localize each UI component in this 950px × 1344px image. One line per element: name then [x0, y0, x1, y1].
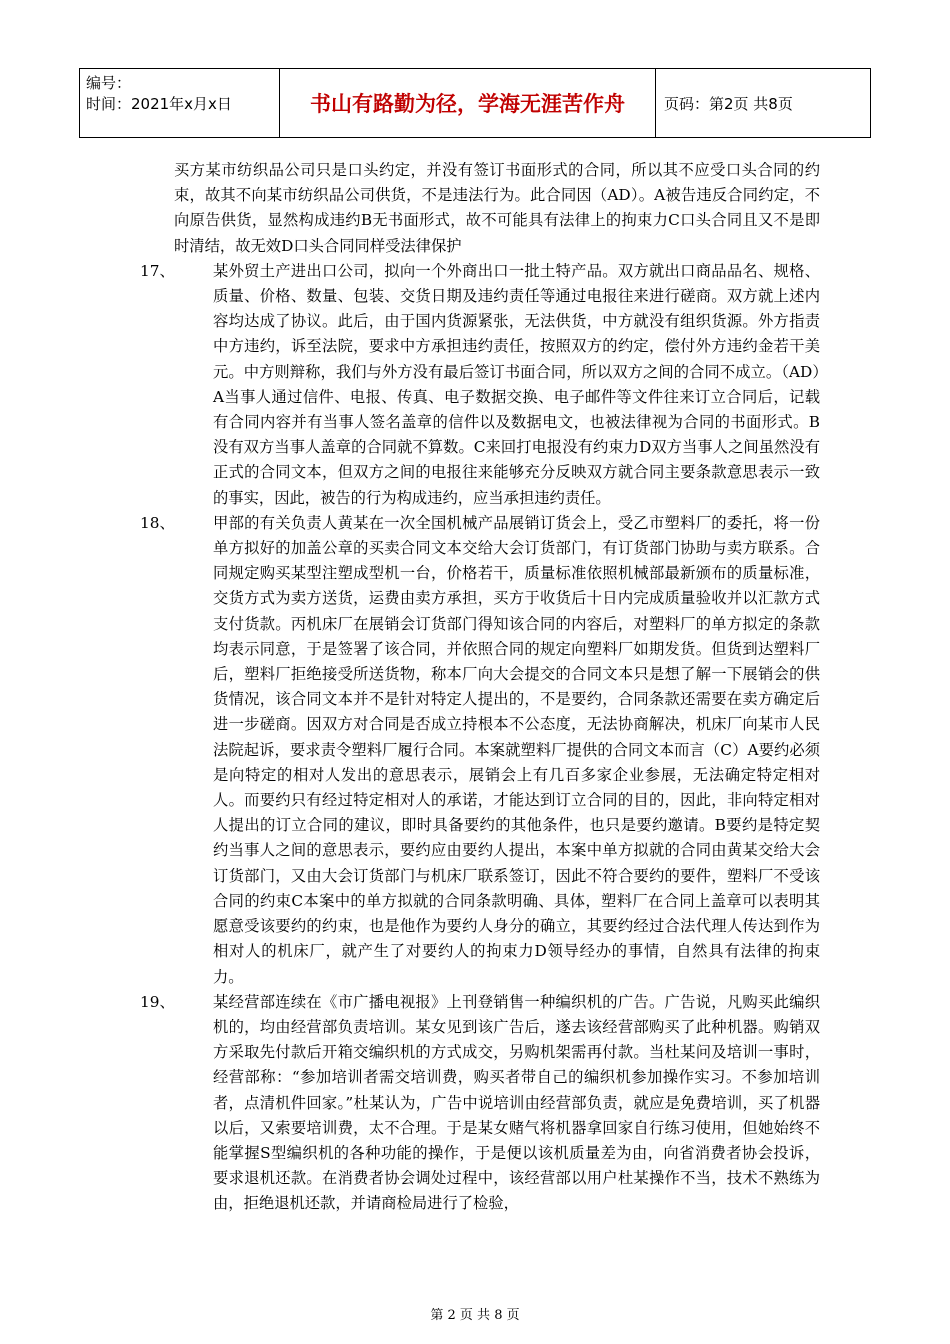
paragraph-continued	[140, 158, 820, 259]
footer-page-number: 第 2 页 共 8 页	[430, 1308, 520, 1323]
paragraph-text: 甲部的有关负责人黄某在一次全国机械产品展销订货会上，受乙市塑料厂的委托，将一份单方拟好的加盖公章的买卖合同文本交给大会订货部门，有订货部门协助与卖方联系。合同规定购买某型注塑成型机一台，价格若干，质量标准依照机械部最新颁布的质量标准，交货方式为卖方送货，运费由卖方承担，买方于收货后十日内完成质量验收并以汇款方式支付货款。丙机床厂在展销会订货部门得知该合同的内容后，对塑料厂的单方拟定的条款均表示同意，于是签署了该合同，并依照合同的规定向塑料厂如期发货。但货到达塑料厂后，塑料厂拒绝接受所送货物，称本厂向大会提交的合同文本只是想了解一下展销会的供货情况，该合同文本并不是针对特定人提出的，不是要约，合同条款还需要在卖方确定后进一步磋商。因双方对合同是否成立持根本不公态度，无法协商解决，机床厂向某市人民法院起诉，要求责令塑料厂履行合同。本案就塑料厂提供的合同文本而言（C）A要约必须是向特定的相对人发出的意思表示，展销会上有几百多家企业参展，无法确定特定相对人。而要约只有经过特定相对人的承诺，才能达到订立合同的目的，因此，非向特定相对人提出的订立合同的建议，即时具备要约的其他条件，也只是要约邀请。B要约是特定契约当事人之间的意思表示，要约应由要约人提出，本案中单方拟就的合同由黄某交给大会订货部门，又由大会订货部门与机床厂联系签订，因此不符合要约的要件，塑料厂不受该合同的约束C本案中的单方拟就的合同条款明确、具体，塑料厂在合同上盖章可以表明其愿意受该要约的约束，也是他作为要约人身分的确立，其要约经过合法代理人传达到作为相对人的机床厂，就产生了对要约人的拘束力D领导经办的事情，自然具有法律的拘束力。	[213, 513, 820, 986]
question-number: 17、	[140, 261, 175, 280]
question-number: 18、	[140, 513, 175, 532]
question-18	[140, 511, 820, 990]
question-19	[140, 990, 820, 1217]
paragraph-text: 某经营部连续在《市广播电视报》上刊登销售一种编织机的广告。广告说，凡购买此编织机的，均由经营部负责培训。某女见到该广告后，遂去该经营部购买了此种机器。购销双方采取先付款后开箱交编织机的方式成交，另购机架需再付款。当杜某问及培训一事时，经营部称：“参加培训者需交培训费，购买者带自己的编织机参加操作实习。不参加培训者，点清机件回家。”杜某认为，广告中说培训由经营部负责，就应是免费培训，买了机器以后，又索要培训费，太不合理。于是某女赌气将机器拿回家自行练习使用，但她始终不能掌握S型编织机的各种功能的操作，于是便以该机质量差为由，向省消费者协会投诉，要求退机还款。在消费者协会调处过程中，该经营部以用户杜某操作不当，技术不熟练为由，拒绝退机还款，并请商检局进行了检验，	[213, 992, 820, 1213]
page-footer	[0, 1304, 950, 1323]
page-info-cell	[656, 69, 870, 137]
motto-cell	[280, 69, 656, 137]
paragraph-text: 买方某市纺织品公司只是口头约定，并没有签订书面形式的合同，所以其不应受口头合同的约束，故其不向某市纺织品公司供货，不是违法行为。此合同因（AD）。A被告违反合同约定，不向原告供货，显然构成违约B无书面形式，故不可能具有法律上的拘束力C口头合同且又不是即时清结，故无效D口头合同同样受法律保护	[174, 161, 820, 255]
document-body	[140, 158, 820, 1217]
question-17	[140, 259, 820, 511]
time-label: 时间：2021年x月x日	[86, 95, 232, 113]
code-label: 编号：	[86, 74, 132, 92]
header-meta-cell	[80, 69, 280, 137]
motto-text: 书山有路勤为径，学海无涯苦作舟	[310, 92, 625, 116]
question-number: 19、	[140, 992, 175, 1011]
page-info-text: 页码：第2页 共8页	[664, 94, 793, 113]
header-table	[79, 68, 871, 138]
paragraph-text: 某外贸土产进出口公司，拟向一个外商出口一批土特产品。双方就出口商品品名、规格、质量、价格、数量、包装、交货日期及违约责任等通过电报往来进行磋商。双方就上述内容均达成了协议。此后，由于国内货源紧张，无法供货，中方就没有组织货源。外方指责中方违约，诉至法院，要求中方承担违约责任，按照双方的约定，偿付外方违约金若干美元。中方则辩称，我们与外方没有最后签订书面合同，所以双方之间的合同不成立。（AD）A当事人通过信件、电报、传真、电子数据交换、电子邮件等文件往来订立合同后，记载有合同内容并有当事人签名盖章的信件以及数据电文，也被法律视为合同的书面形式。B没有双方当事人盖章的合同就不算数。C来回打电报没有约束力D双方当事人之间虽然没有正式的合同文本，但双方之间的电报往来能够充分反映双方就合同主要条款意思表示一致的事实，因此，被告的行为构成违约，应当承担违约责任。	[213, 261, 820, 507]
